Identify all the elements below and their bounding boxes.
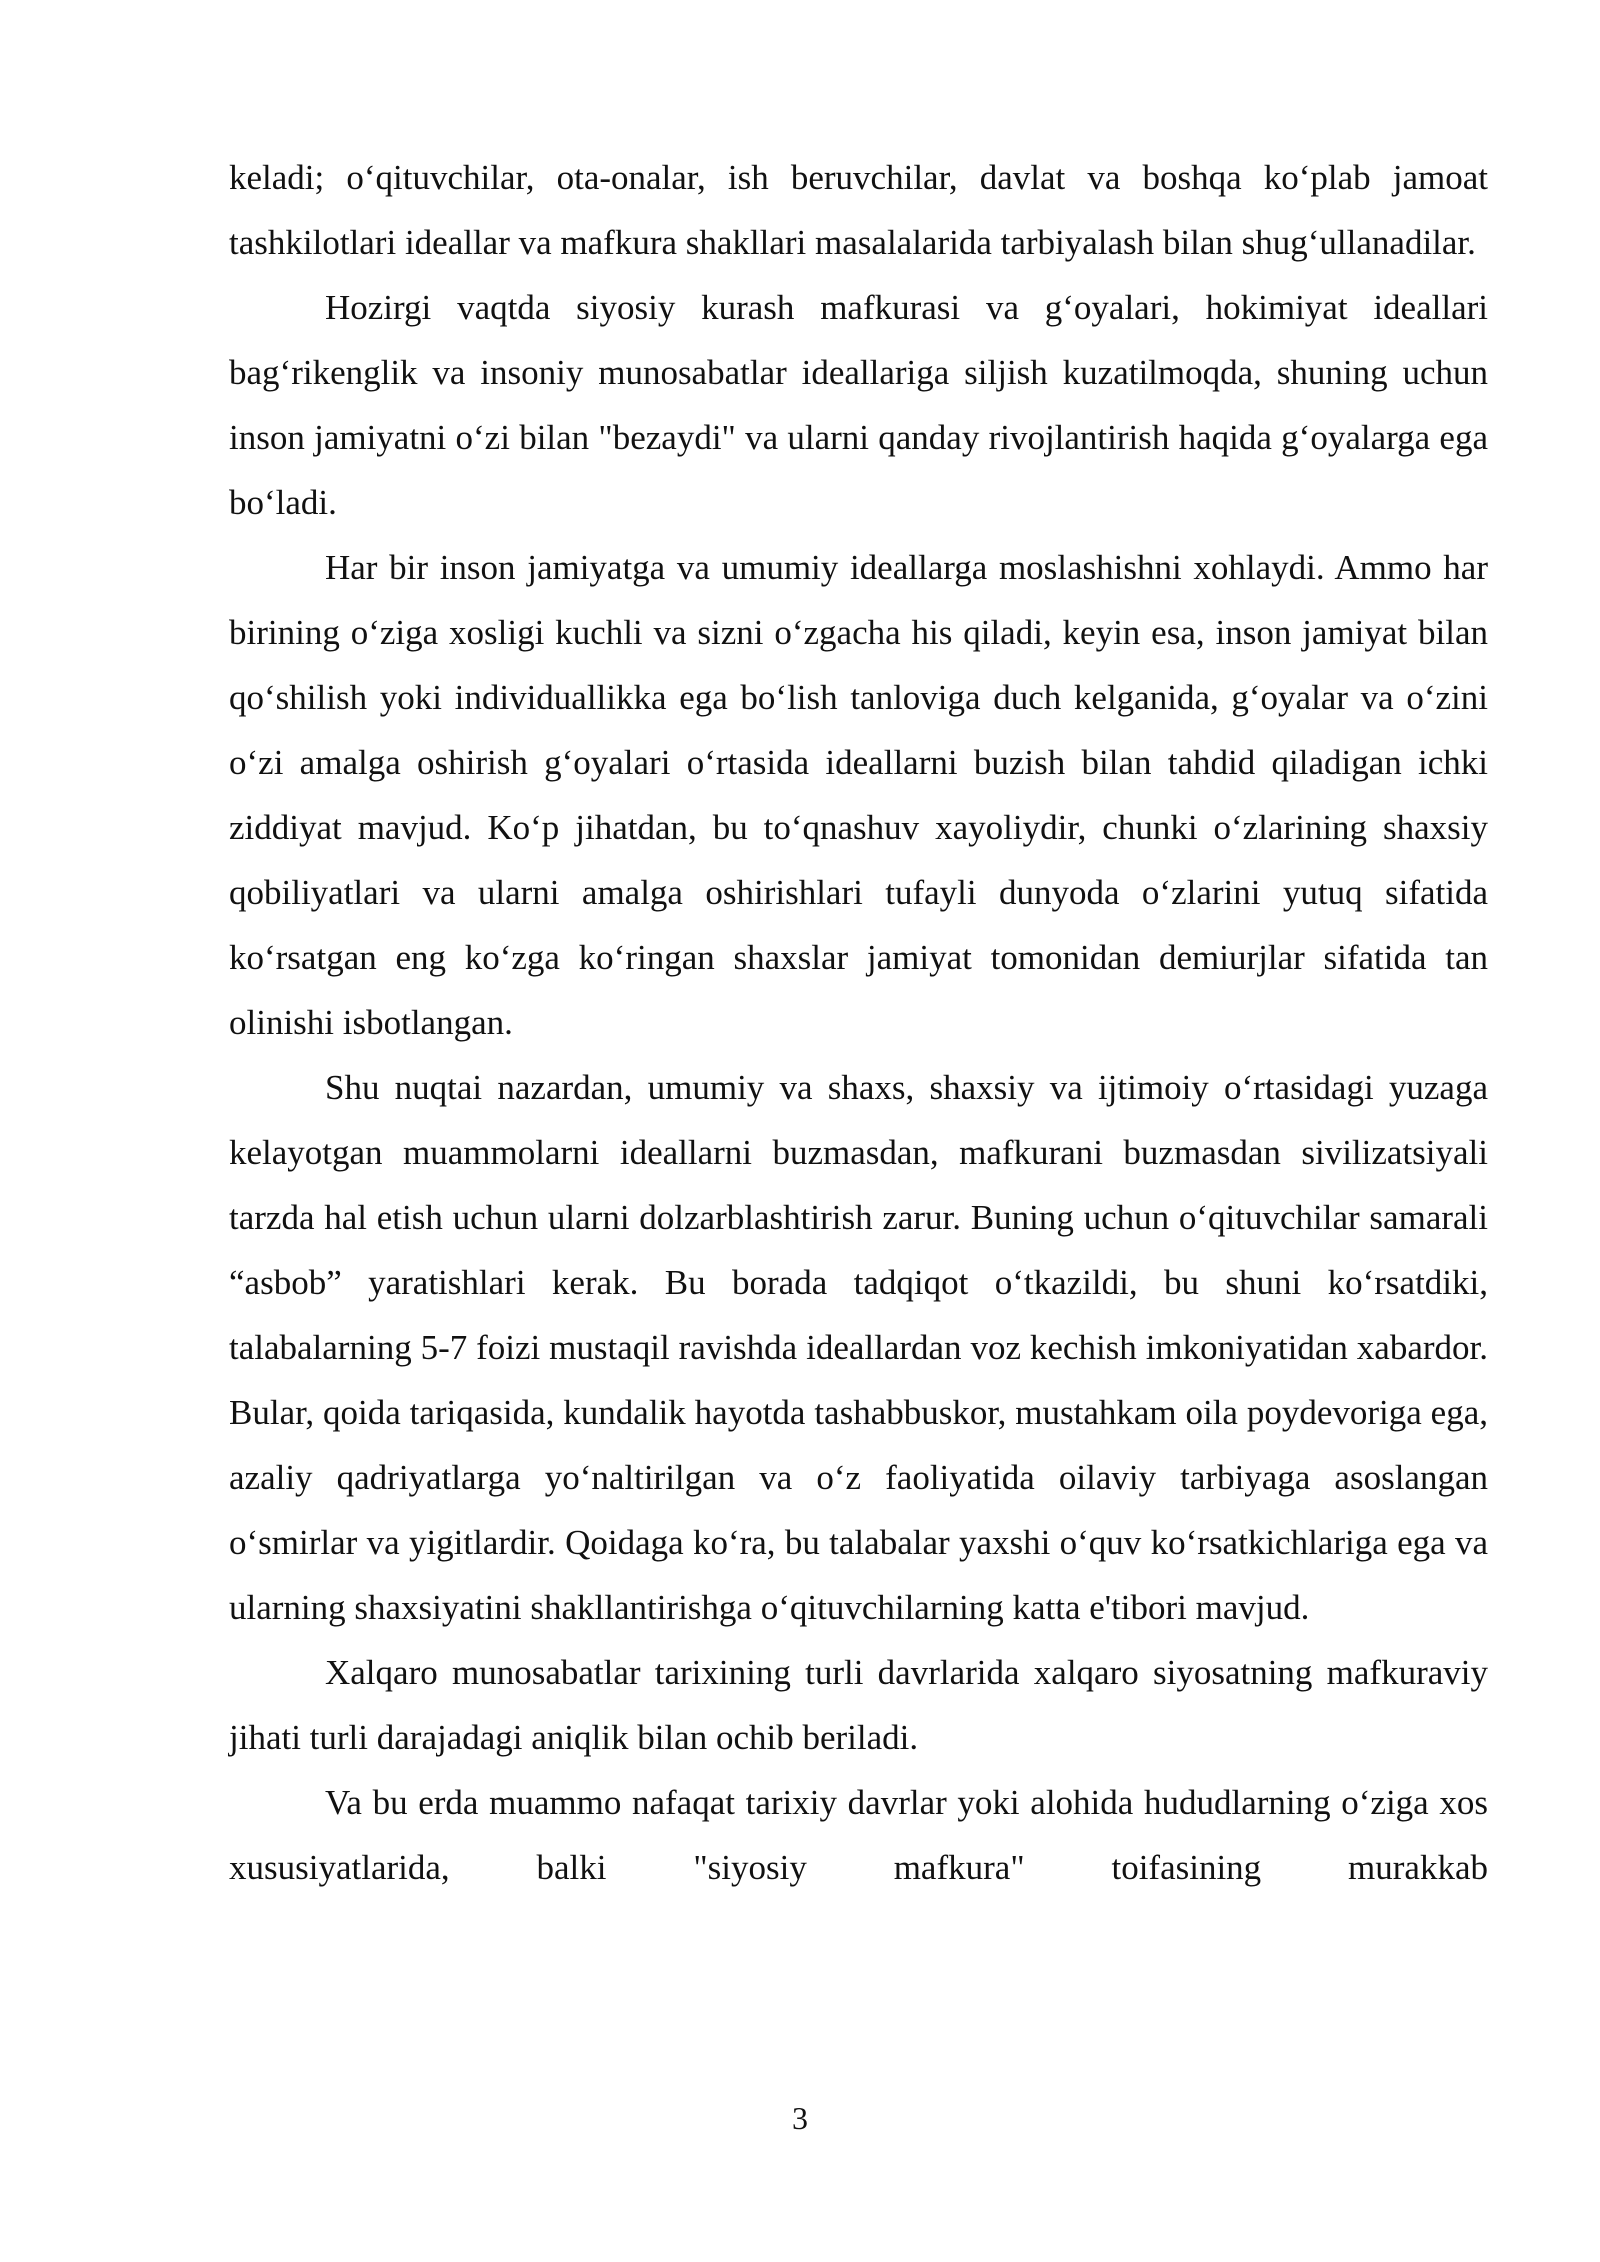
body-text (229, 145, 1488, 1900)
paragraph-4: Shu nuqtai nazardan, umumiy va shaxs, shaxsiy va ijtimoiy o‘rtasidagi yuzaga kelayotgan muammolarni ideallarni buzmasdan, mafkurani buzmasdan sivilizatsiyali tarzda hal etish uchun ularni dolzarblashtirish zarur. Buning uchun o‘qituvchilar samarali “asbob” yaratishlari kerak. Bu borada tadqiqot o‘tkazildi, bu shuni ko‘rsatdiki, talabalarning 5-7 foizi mustaqil ravishda ideallardan voz kechish imkoniyatidan xabardor. Bular, qoida tariqasida, kundalik hayotda tashabbuskor, mustahkam oila poydevoriga ega, azaliy qadriyatlarga yo‘naltirilgan va o‘z faoliyatida oilaviy tarbiyaga asoslangan o‘smirlar va yigitlardir. Qoidaga ko‘ra, bu talabalar yaxshi o‘quv ko‘rsatkichlariga ega va ularning shaxsiyatini shakllantirishga o‘qituvchilarning katta e'tibori mavjud. (229, 1068, 1488, 1627)
paragraph-2: Hozirgi vaqtda siyosiy kurash mafkurasi va g‘oyalari, hokimiyat ideallari bag‘rikenglik va insoniy munosabatlar ideallariga siljish kuzatilmoqda, shuning uchun inson jamiyatni o‘zi bilan "bezaydi" va ularni qanday rivojlantirish haqida g‘oyalarga ega bo‘ladi. (229, 288, 1488, 522)
paragraph-5: Xalqaro munosabatlar tarixining turli davrlarida xalqaro siyosatning mafkuraviy jihati turli darajadagi aniqlik bilan ochib beriladi. (229, 1653, 1488, 1757)
paragraph-3: Har bir inson jamiyatga va umumiy ideallarga moslashishni xohlaydi. Ammo har birining o‘ziga xosligi kuchli va sizni o‘zgacha his qiladi, keyin esa, inson jamiyat bilan qo‘shilish yoki individuallikka ega bo‘lish tanloviga duch kelganida, g‘oyalar va o‘zini o‘zi amalga oshirish g‘oyalari o‘rtasida ideallarni buzish bilan tahdid qiladigan ichki ziddiyat mavjud. Ko‘p jihatdan, bu to‘qnashuv xayoliydir, chunki o‘zlarining shaxsiy qobiliyatlari va ularni amalga oshirishlari tufayli dunyoda o‘zlarini yutuq sifatida ko‘rsatgan eng ko‘zga ko‘ringan shaxslar jamiyat tomonidan demiurjlar sifatida tan olinishi isbotlangan. (229, 548, 1488, 1042)
page-number: 3 (792, 2100, 808, 2136)
paragraph-6-last-line-justified: Va bu erda muammo nafaqat tarixiy davrlar yoki alohida hududlarning o‘ziga xos xususiyatlarida, balki "siyosiy mafkura" toifasining murakkab (229, 1783, 1488, 1887)
paragraph-1: keladi; o‘qituvchilar, ota-onalar, ish beruvchilar, davlat va boshqa ko‘plab jamoat tashkilotlari ideallar va mafkura shakllari masalalarida tarbiyalash bilan shug‘ullanadilar. (229, 158, 1488, 262)
